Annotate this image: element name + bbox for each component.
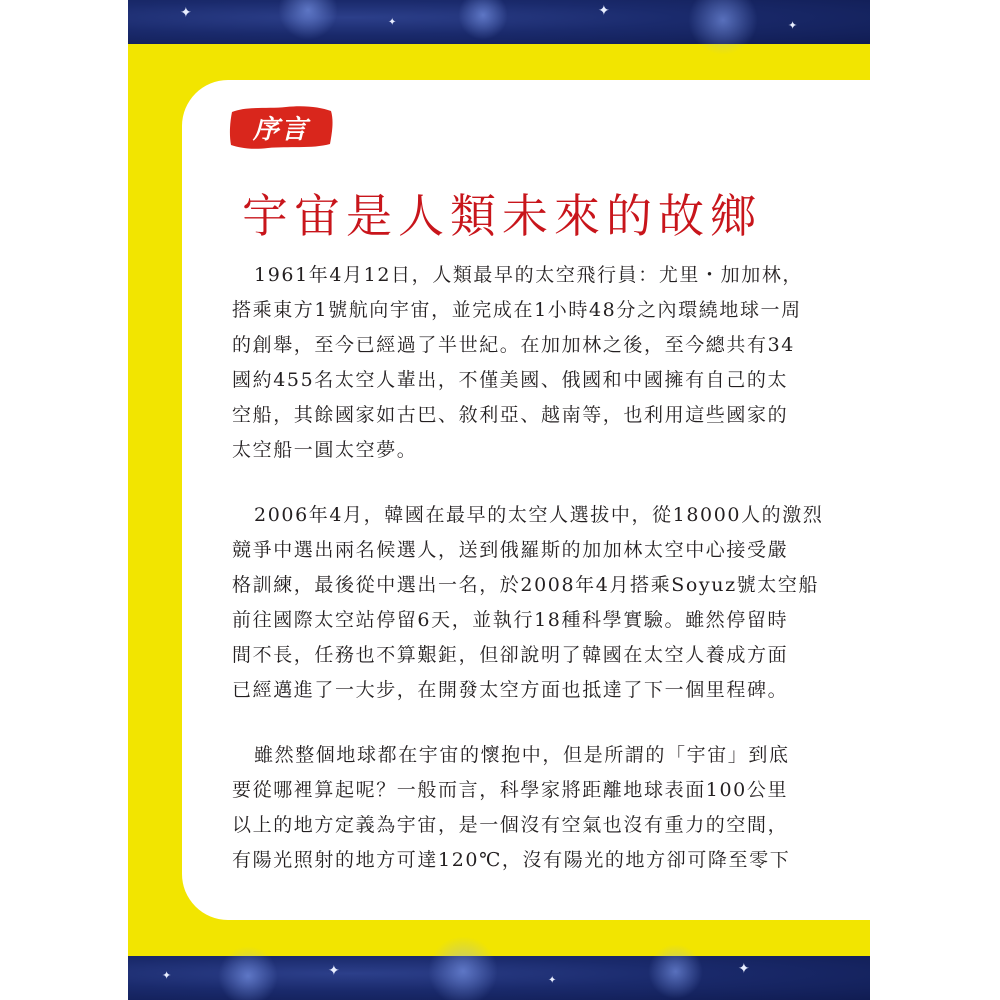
bokeh-light (458, 0, 508, 40)
text-line: 國約455名太空人輩出，不僅美國、俄國和中國擁有自己的太 (232, 369, 789, 391)
sparkle-icon: ✦ (548, 975, 557, 986)
starry-top-band (128, 0, 870, 44)
sparkle-icon: ✦ (598, 3, 610, 19)
bokeh-light (648, 944, 703, 999)
starry-bottom-band (128, 956, 870, 1000)
text-line: 格訓練，最後從中選出一名，於2008年4月搭乘Soyuz號太空船 (232, 574, 820, 596)
paragraph (232, 258, 804, 468)
bokeh-light (428, 936, 498, 1000)
section-badge (228, 103, 334, 151)
text-line: 已經邁進了一大步，在開發太空方面也抵達了下一個里程碑。 (232, 679, 789, 701)
bokeh-light (278, 0, 338, 40)
text-line: 競爭中選出兩名候選人，送到俄羅斯的加加林太空中心接受嚴 (232, 539, 789, 561)
text-line: 空船，其餘國家如古巴、敘利亞、越南等，也利用這些國家的 (232, 404, 789, 426)
sparkle-icon: ✦ (738, 961, 750, 977)
sparkle-icon: ✦ (162, 969, 172, 982)
text-line: 搭乘東方1號航向宇宙，並完成在1小時48分之內環繞地球一周 (232, 299, 802, 321)
text-line: 雖然整個地球都在宇宙的懷抱中，但是所謂的「宇宙」到底 (254, 744, 790, 766)
text-line: 2006年4月，韓國在最早的太空人選拔中，從18000人的激烈 (254, 504, 824, 526)
text-line: 前往國際太空站停留6天，並執行18種科學實驗。雖然停留時 (232, 609, 789, 631)
sparkle-icon: ✦ (388, 17, 397, 28)
body-text (232, 258, 824, 908)
bokeh-light (218, 946, 278, 1000)
text-line: 要從哪裡算起呢？一般而言，科學家將距離地球表面100公里 (232, 779, 789, 801)
paragraph (232, 738, 791, 878)
sparkle-icon: ✦ (180, 5, 192, 21)
text-line: 間不長，任務也不算艱鉅，但卻說明了韓國在太空人養成方面 (232, 644, 789, 666)
text-line: 太空船一圓太空夢。 (232, 439, 418, 461)
text-line: 的創舉，至今已經過了半世紀。在加加林之後，至今總共有34 (232, 334, 795, 356)
paragraph (232, 498, 824, 708)
page-title: 宇宙是人類未來的故鄉 (242, 189, 762, 243)
sparkle-icon: ✦ (788, 19, 798, 32)
bokeh-light (688, 0, 758, 55)
text-line: 有陽光照射的地方可達120℃，沒有陽光的地方卻可降至零下 (232, 849, 791, 871)
sparkle-icon: ✦ (328, 963, 340, 979)
text-line: 以上的地方定義為宇宙，是一個沒有空氣也沒有重力的空間， (232, 814, 789, 836)
section-badge-label: 序言 (252, 114, 309, 145)
text-line: 1961年4月12日，人類最早的太空飛行員：尤里・加加林， (254, 264, 804, 286)
